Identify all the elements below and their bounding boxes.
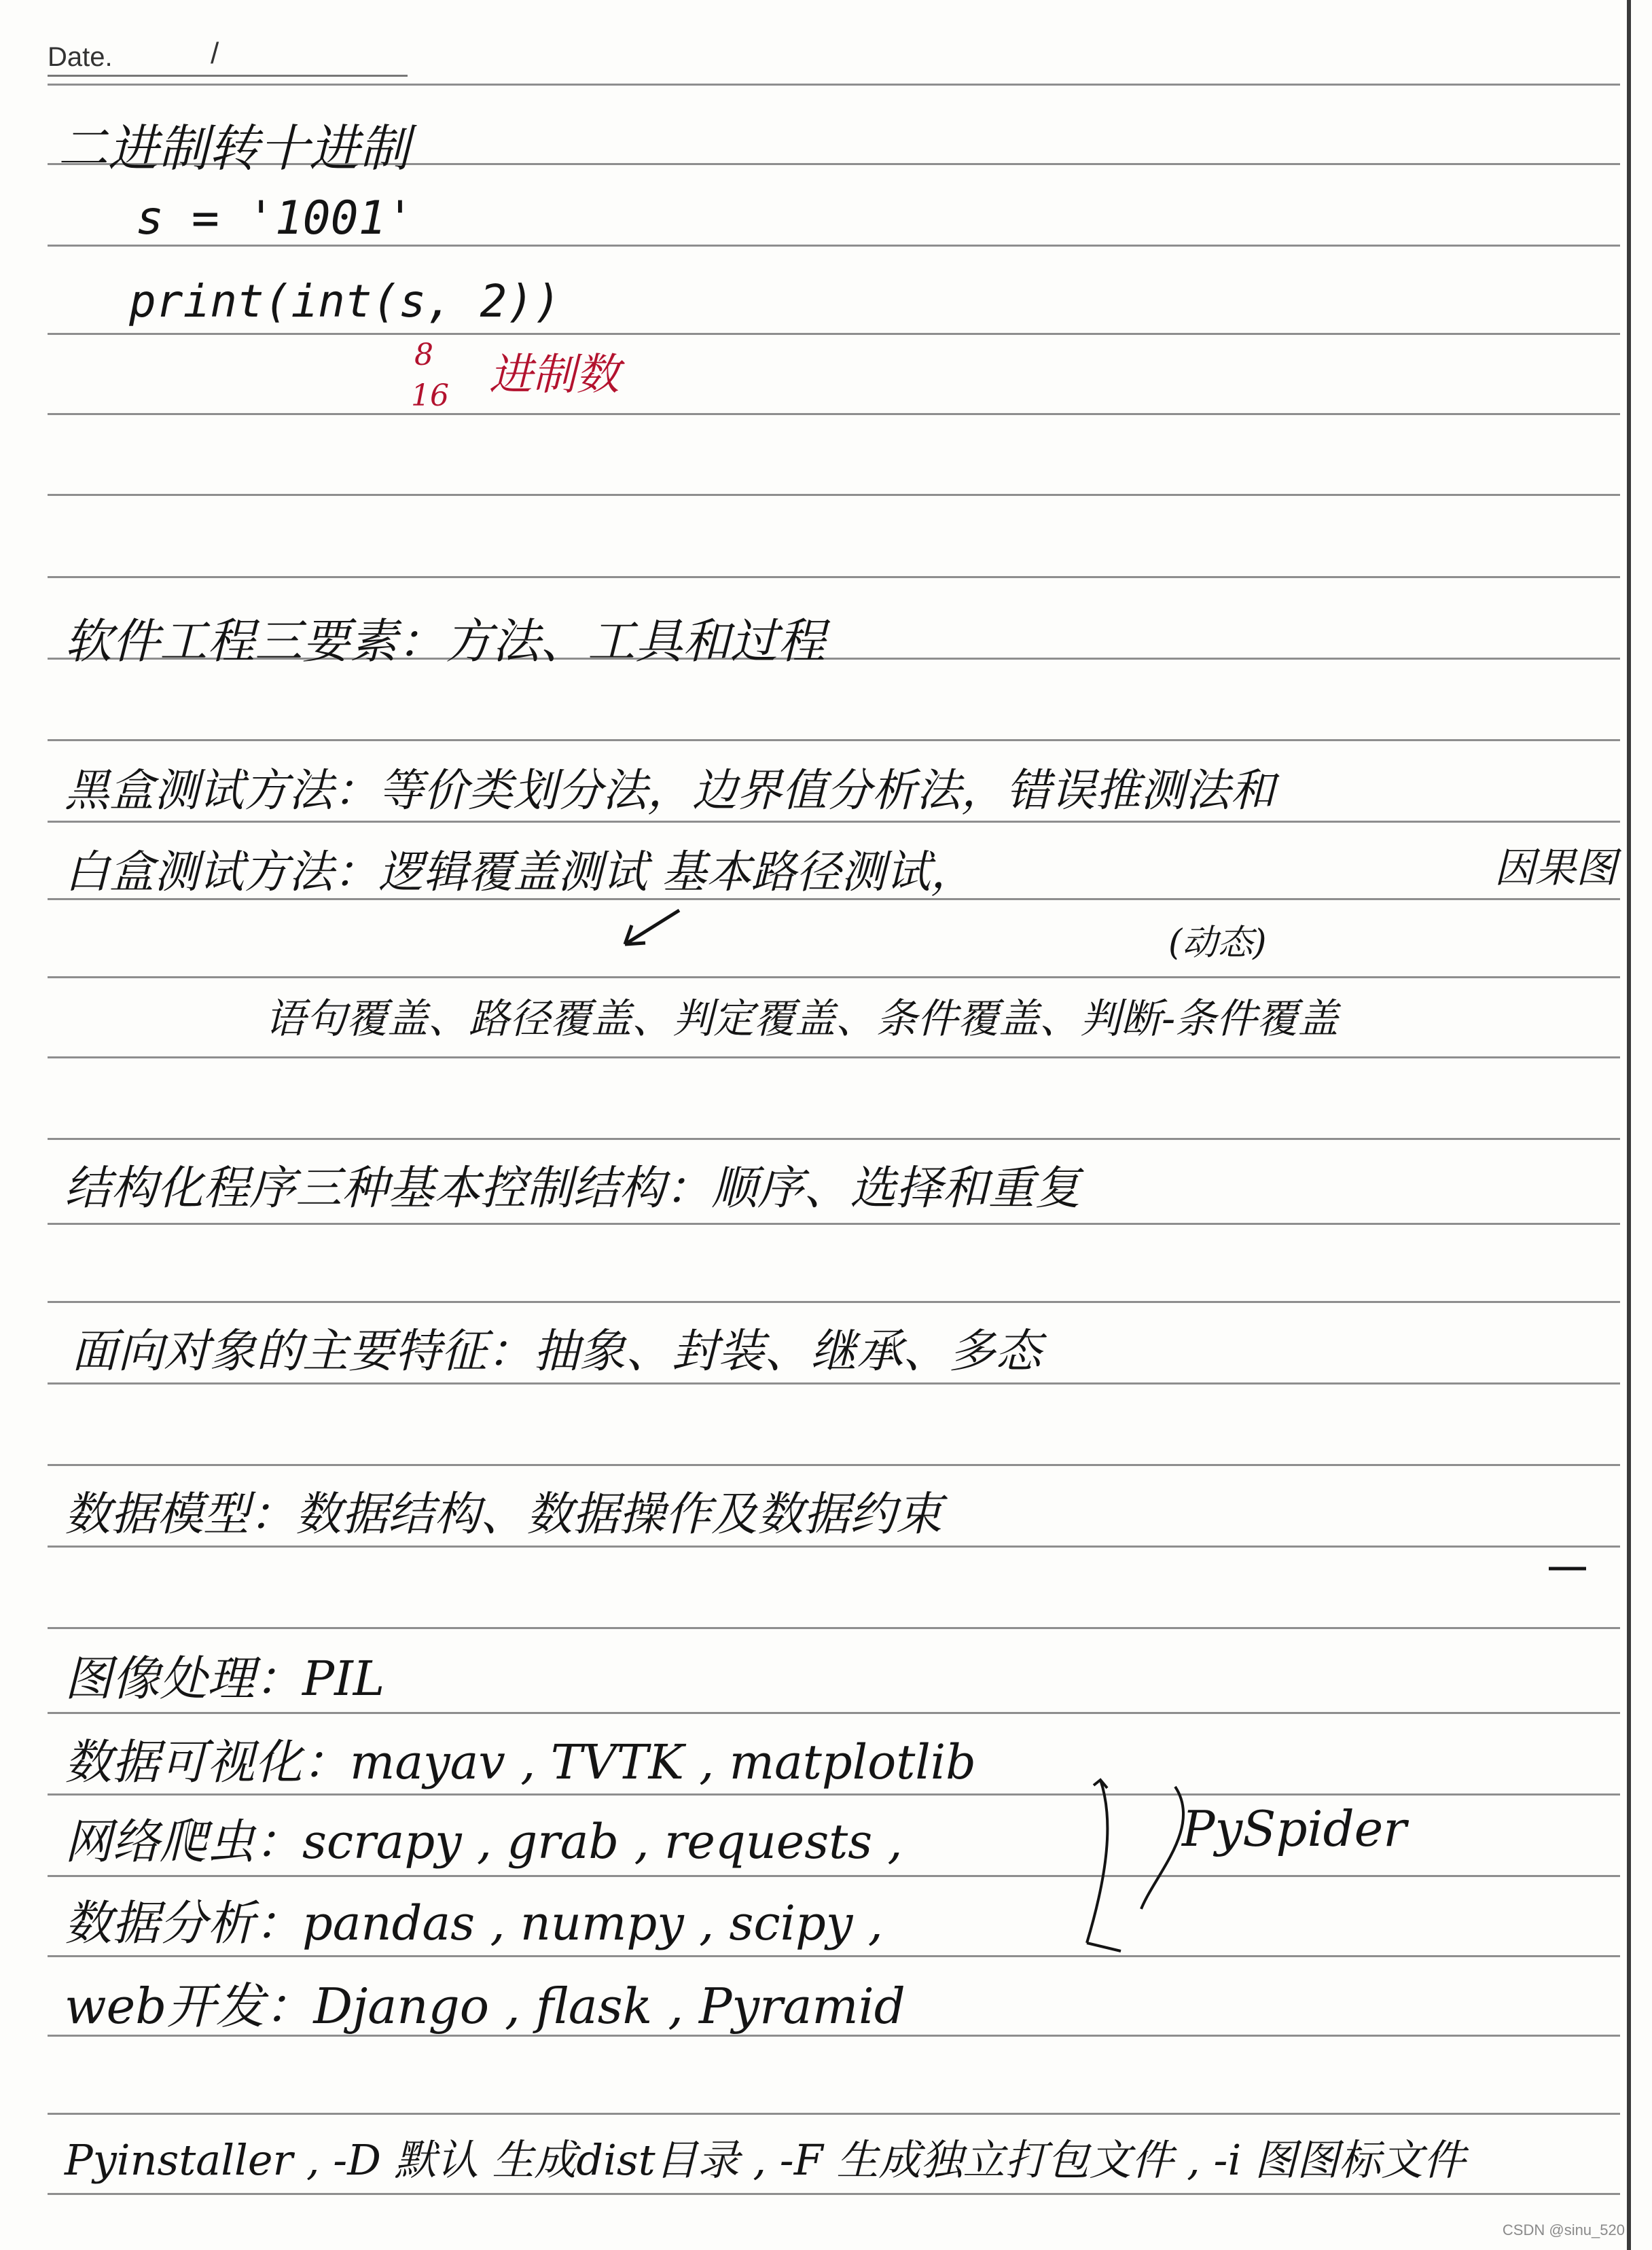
pyspider-note: PySpider xyxy=(1182,1800,1407,1857)
ruled-line xyxy=(48,1875,1620,1877)
ruled-line xyxy=(48,739,1620,741)
ruled-line xyxy=(48,821,1620,823)
ruled-line xyxy=(48,84,1620,86)
notebook-binding-edge xyxy=(1627,0,1631,2250)
binary-to-decimal-title: 二进制转十进制 xyxy=(58,120,410,178)
ruled-line xyxy=(48,333,1620,335)
cause-effect-graph: 因果图 xyxy=(1494,844,1617,892)
blackbox-testing-methods: 黑盒测试方法：等价类划分法，边界值分析法，错误推测法和 xyxy=(65,764,1275,817)
ruled-line xyxy=(48,2113,1620,2115)
oop-features: 面向对象的主要特征：抽象、封装、继承、多态 xyxy=(71,1325,1042,1378)
date-underline xyxy=(48,75,408,77)
assign-statement: s = '1001' xyxy=(136,192,414,245)
ruled-line xyxy=(48,1793,1620,1796)
data-model: 数据模型：数据结构、数据操作及数据约束 xyxy=(65,1488,943,1541)
ruled-line xyxy=(48,976,1620,978)
ruled-line xyxy=(48,1382,1620,1385)
crawler-libs: 网络爬虫：scrapy , grab , requests , xyxy=(65,1814,903,1870)
web-dev-libs: web开发：Django , flask , Pyramid xyxy=(65,1978,905,2035)
visualization-libs: 数据可视化：mayav , TVTK , matplotlib xyxy=(65,1734,976,1790)
arrow-icon xyxy=(611,904,693,958)
date-label: Date. xyxy=(48,42,113,72)
ruled-line xyxy=(48,1955,1620,1957)
dash-mark-icon xyxy=(1549,1566,1590,1573)
ruled-line xyxy=(48,1223,1620,1225)
date-header xyxy=(48,35,428,76)
pyinstaller-options: Pyinstaller , -D 默认 生成dist目录 , -F 生成独立打包文件 , -i 图图标文件 xyxy=(65,2135,1466,2185)
ruled-line xyxy=(48,2193,1620,2195)
ruled-line xyxy=(48,1138,1620,1140)
watermark: CSDN @sinu_520 xyxy=(1502,2221,1625,2238)
dynamic-note: (动态) xyxy=(1168,923,1267,963)
image-processing-libs: 图像处理：PIL xyxy=(65,1651,385,1707)
ruled-line xyxy=(48,1056,1620,1058)
analysis-libs: 数据分析：pandas , numpy , scipy , xyxy=(65,1895,883,1951)
ruled-line xyxy=(48,1546,1620,1548)
radix-note: 进制数 xyxy=(489,350,620,400)
print-statement: print(int(s, 2)) xyxy=(129,275,561,327)
structured-programming: 结构化程序三种基本控制结构：顺序、选择和重复 xyxy=(65,1162,1081,1215)
pyspider-arrows-icon xyxy=(1073,1773,1196,1963)
ruled-line xyxy=(48,494,1620,496)
software-engineering-elements: 软件工程三要素：方法、工具和过程 xyxy=(65,613,825,669)
date-slash: / xyxy=(211,37,219,70)
ruled-line xyxy=(48,1712,1620,1714)
ruled-line xyxy=(48,1464,1620,1466)
ruled-line xyxy=(48,1301,1620,1303)
radix-8-note: 8 xyxy=(414,338,433,372)
whitebox-testing-methods: 白盒测试方法：逻辑覆盖测试 基本路径测试， xyxy=(65,846,975,898)
ruled-line xyxy=(48,576,1620,578)
radix-16-note: 16 xyxy=(411,378,449,413)
ruled-line xyxy=(48,1627,1620,1629)
coverage-types: 语句覆盖、路径覆盖、判定覆盖、条件覆盖、判断-条件覆盖 xyxy=(265,995,1339,1043)
ruled-line xyxy=(48,413,1620,415)
